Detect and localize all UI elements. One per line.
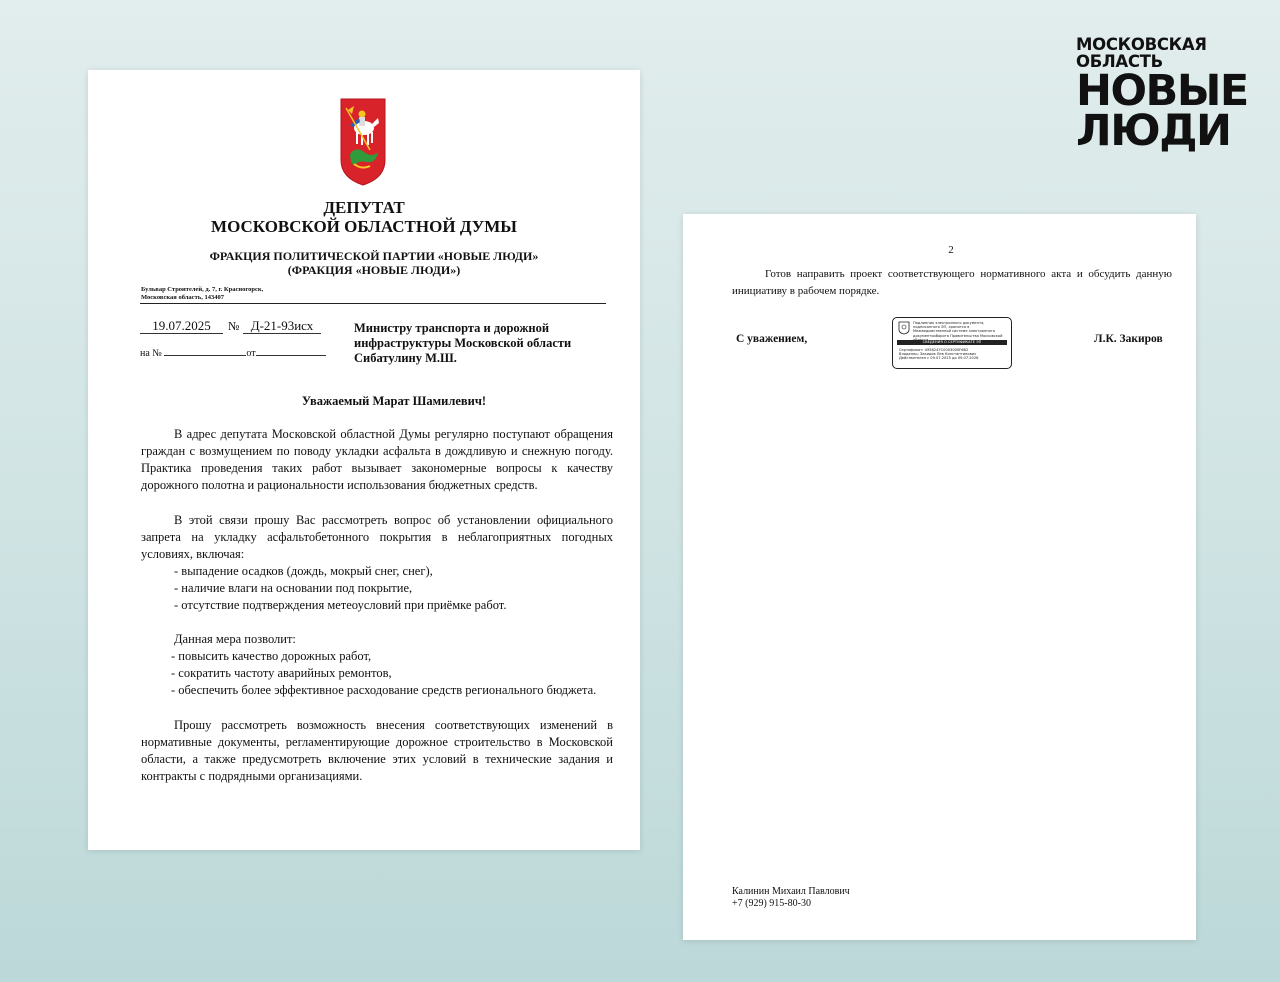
contact-block (732, 886, 850, 910)
coat-of-arms-icon (898, 321, 910, 335)
page-number: 2 (948, 244, 954, 256)
reply-date-blank (256, 346, 326, 356)
logo-party-line2: ЛЮДИ (1076, 106, 1231, 156)
stamp-info (899, 348, 1007, 361)
list-item: - повысить качество дорожных работ, (171, 649, 372, 663)
paragraph-proposal: Прошу рассмотреть возможность внесения соответствующих изменений в нормативные документы, регламентирующие дорожное строительство в Московской области, а также предусмотреть включение этих условий в технические задания и контракты с подрядными организациями. (141, 718, 613, 783)
stamp-band: СВЕДЕНИЯ О СЕРТИФИКАТЕ ЭП (897, 340, 1007, 345)
measure-intro: Данная мера позволит: (174, 632, 296, 646)
recipient-block (354, 321, 614, 366)
contact-name: Калинин Михаил Павлович (732, 886, 850, 897)
paragraph-complaints: В адрес депутата Московской областной Думы регулярно поступают обращения граждан с возмущением по поводу укладки асфальта в дождливую и снежную погоду. Практика проведения таких работ вызывает закономерные вопросы к качеству дорожного полотна и рациональности использования бюджетных средств. (141, 427, 613, 492)
registration-number: Д-21-93исх (243, 318, 321, 334)
logo-region-line1: МОСКОВСКАЯ (1076, 35, 1207, 54)
address-line-2: Московская область, 143407 (141, 294, 224, 301)
stamp-certificate: Сертификат: 4958247C0003000F6B2 (899, 348, 969, 352)
stamp-validity: Действителен с 09.07.2025 до 09.07.2026 (899, 356, 979, 361)
paragraph-request: В этой связи прошу Вас рассмотреть вопрос об установлении официального запрета на укладку асфальтобетонного покрытия в неблагоприятных погодных условиях, включая: (141, 513, 613, 561)
moscow-oblast-coat-of-arms-icon (340, 98, 386, 186)
list-item: - выпадение осадков (дождь, мокрый снег, снег), (174, 564, 433, 578)
list-item: - отсутствие подтверждения метеоусловий при приёмке работ. (174, 598, 507, 612)
registration-number-label: № (228, 319, 240, 333)
letter-page-1 (88, 70, 640, 850)
electronic-signature-stamp (892, 317, 1012, 369)
address-line-1: Бульвар Строителей, д. 7, г. Красногорск, (141, 286, 264, 293)
header-divider (140, 303, 606, 304)
recipient-line-2: инфраструктуры Московской области (354, 336, 572, 350)
list-item: - сократить частоту аварийных ремонтов, (171, 666, 392, 680)
recipient-line-3: Сибатулину М.Ш. (354, 351, 457, 365)
conditions-list (174, 563, 614, 614)
faction-short-name: (ФРАКЦИЯ «НОВЫЕ ЛЮДИ») (287, 263, 461, 277)
letter-title-duma: МОСКОВСКОЙ ОБЛАСТНОЙ ДУМЫ (211, 217, 517, 236)
contact-phone: +7 (929) 915-80-30 (732, 898, 811, 909)
signer-name: Л.К. Закиров (1094, 333, 1163, 345)
greeting: Уважаемый Марат Шамилевич! (301, 394, 487, 408)
logo-region-line2: ОБЛАСТЬ (1076, 52, 1163, 71)
reply-date-label: от (246, 348, 256, 359)
paragraph-closing: Готов направить проект соответствующего нормативного акта и обсудить данную инициативу в рабочем порядке. (732, 268, 1172, 297)
reply-number-label: на № (140, 348, 162, 359)
letter-title-deputy: ДЕПУТАТ (323, 198, 405, 217)
reply-number-blank (164, 346, 246, 356)
salutation: С уважением, (736, 333, 808, 345)
stamp-owner: Владелец: Закиров Лев Константинович (899, 352, 977, 357)
benefits-list (171, 648, 616, 699)
sender-address (141, 286, 263, 302)
reply-reference-row (140, 346, 326, 360)
recipient-line-1: Министру транспорта и дорожной (354, 321, 550, 335)
registration-date: 19.07.2025 (140, 318, 223, 334)
logo-party-line1: НОВЫЕ (1076, 66, 1248, 116)
list-item: - обеспечить более эффективное расходование средств регионального бюджета. (171, 683, 597, 697)
party-logo (1076, 35, 1256, 156)
stamp-header: Подлинник электронного документа, подписанного ЭП, хранится в Межведомственной системе электронного документооборота Правительства Московской (913, 321, 1003, 338)
letter-page-2 (683, 214, 1196, 940)
faction-name: ФРАКЦИЯ ПОЛИТИЧЕСКОЙ ПАРТИИ «НОВЫЕ ЛЮДИ» (209, 249, 539, 263)
list-item: - наличие влаги на основании под покрытие, (174, 581, 413, 595)
